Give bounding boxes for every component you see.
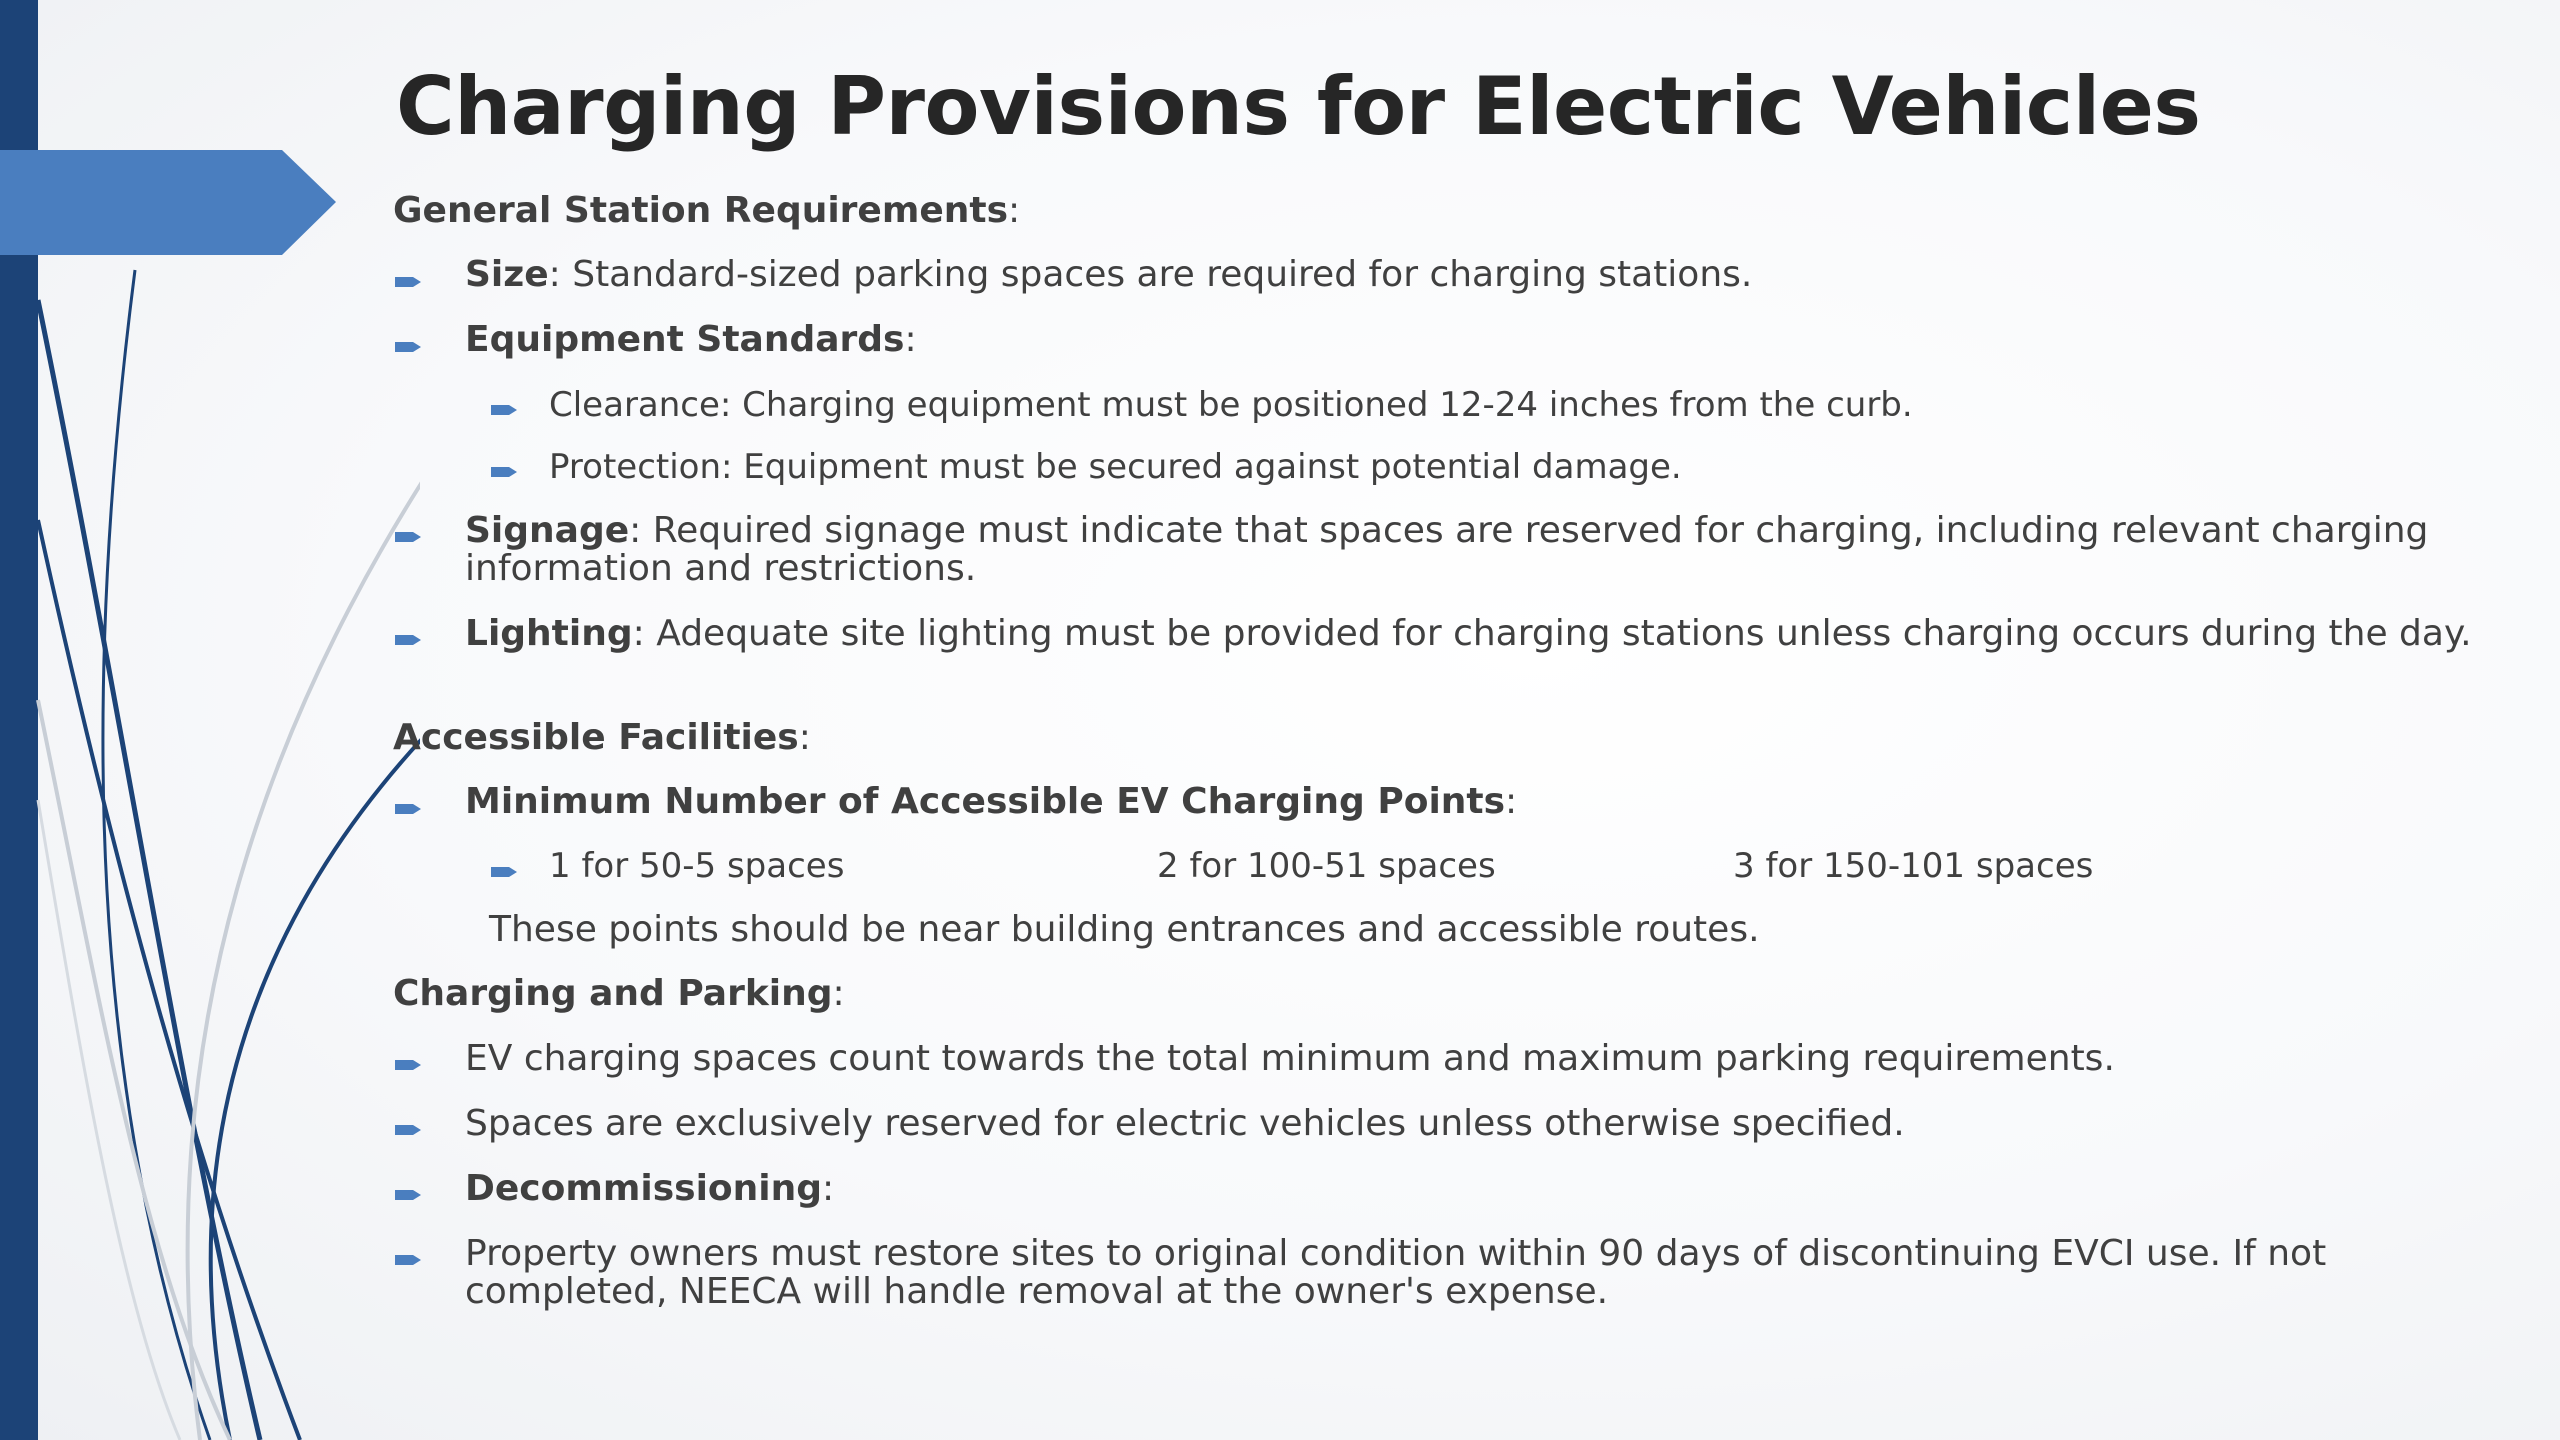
arrow-bullet-icon [395, 1253, 421, 1267]
arrow-bullet-icon [395, 275, 421, 289]
arrow-bullet-icon [395, 802, 421, 816]
section-heading-accessible [393, 719, 811, 757]
item-label: Equipment Standards [465, 319, 905, 360]
item-label: Lighting [465, 613, 633, 654]
arrow-banner-icon [0, 150, 336, 255]
section-heading-charging [393, 975, 845, 1013]
points-columns [549, 847, 2249, 887]
list-item-lighting [465, 615, 2505, 653]
list-item-clearance: Clearance: Charging equipment must be positioned 12-24 inches from the curb. [549, 385, 1913, 425]
list-item-size [465, 256, 1752, 294]
arrow-bullet-icon [395, 530, 421, 544]
points-col-3: 3 for 150-101 spaces [1733, 846, 2094, 886]
list-item-min-points [465, 783, 1517, 821]
points-col-2: 2 for 100-51 spaces [1157, 846, 1496, 886]
item-text: : [904, 319, 917, 360]
item-text: : Required signage must indicate that spaces are reserved for charging, including relevant charging information and restrictions. [465, 510, 2429, 589]
section-heading-text: General Station Requirements [393, 190, 1009, 231]
list-item-equipment [465, 321, 917, 359]
section-heading-general [393, 192, 1020, 230]
accessible-note: These points should be near building entrances and accessible routes. [489, 909, 1760, 950]
colon: : [832, 973, 845, 1014]
list-item-reserved: Spaces are exclusively reserved for electric vehicles unless otherwise specified. [465, 1103, 1905, 1144]
arrow-bullet-icon [491, 403, 517, 417]
item-label: Size [465, 254, 549, 295]
item-label: Signage [465, 510, 630, 551]
list-item-ev-count: EV charging spaces count towards the total minimum and maximum parking requirements. [465, 1038, 2115, 1079]
list-item-decommissioning [465, 1170, 834, 1208]
item-label: Minimum Number of Accessible EV Charging Points [465, 781, 1506, 822]
arrow-bullet-icon [491, 465, 517, 479]
colon: : [798, 717, 811, 758]
list-item-restore: Property owners must restore sites to original condition within 90 days of discontinuing EVCI use. If not completed, NEECA will handle removal at the owner's expense. [465, 1233, 2327, 1312]
colon: : [1008, 190, 1021, 231]
arrow-bullet-icon [395, 1123, 421, 1137]
arrow-bullet-icon [395, 340, 421, 354]
list-item-signage [465, 512, 2485, 588]
points-col-1: 1 for 50-5 spaces [549, 846, 845, 886]
section-heading-text: Charging and Parking [393, 973, 833, 1014]
item-label: Decommissioning [465, 1168, 823, 1209]
item-text: : [1505, 781, 1518, 822]
arrow-bullet-icon [395, 633, 421, 647]
list-item-protection: Protection: Equipment must be secured against potential damage. [549, 447, 1682, 487]
arrow-bullet-icon [491, 865, 517, 879]
arrow-bullet-icon [395, 1058, 421, 1072]
item-text: : [822, 1168, 835, 1209]
arrow-bullet-icon [395, 1188, 421, 1202]
section-heading-text: Accessible Facilities [393, 717, 799, 758]
slide-title: Charging Provisions for Electric Vehicles [396, 60, 2201, 153]
item-text: : Adequate site lighting must be provided for charging stations unless charging occurs during the day. [632, 613, 2472, 654]
item-text: : Standard-sized parking spaces are required for charging stations. [548, 254, 1753, 295]
